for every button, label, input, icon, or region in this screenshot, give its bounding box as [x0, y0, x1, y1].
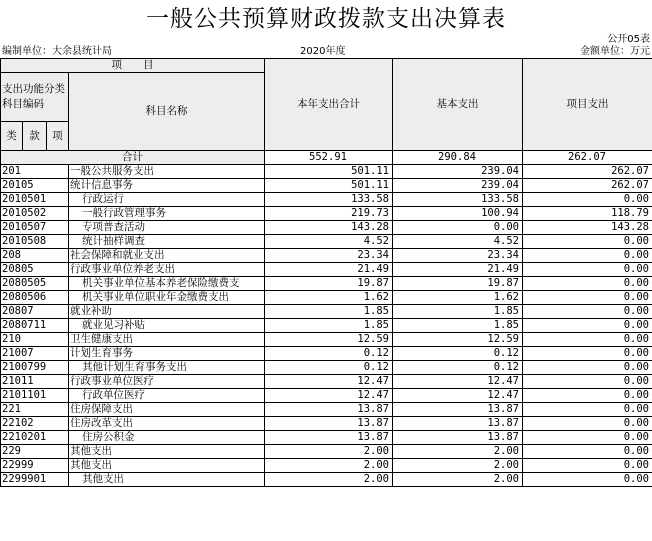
total-cell[interactable]: 12.59 [265, 333, 393, 347]
table-row [1, 319, 652, 333]
name-cell[interactable]: 行政事业单位医疗 [69, 375, 265, 389]
total-label[interactable]: 合计 [1, 151, 265, 165]
name-cell[interactable]: 住房公积金 [69, 431, 265, 445]
name-cell[interactable]: 其他支出 [69, 473, 265, 487]
code-cell[interactable]: 210 [1, 333, 69, 347]
name-cell[interactable]: 计划生育事务 [69, 347, 265, 361]
kuan-header[interactable]: 款 [23, 122, 47, 151]
name-cell[interactable]: 机关事业单位职业年金缴费支出 [69, 291, 265, 305]
basic-cell[interactable]: 12.47 [393, 375, 523, 389]
project-cell[interactable]: 0.00 [523, 473, 652, 487]
name-cell[interactable]: 住房改革支出 [69, 417, 265, 431]
name-cell[interactable]: 行政单位医疗 [69, 389, 265, 403]
code-cell[interactable]: 208 [1, 249, 69, 263]
basic-cell[interactable]: 1.85 [393, 319, 523, 333]
project-cell[interactable]: 0.00 [523, 445, 652, 459]
project-header[interactable]: 项 目 [1, 59, 265, 73]
project-cell[interactable]: 262.07 [523, 179, 652, 193]
basic-cell[interactable]: 239.04 [393, 165, 523, 179]
code-cell[interactable]: 2080711 [1, 319, 69, 333]
table-row [1, 445, 652, 459]
code-cell[interactable]: 21011 [1, 375, 69, 389]
total-cell[interactable]: 501.11 [265, 179, 393, 193]
project-cell[interactable]: 0.00 [523, 417, 652, 431]
name-cell[interactable]: 一般行政管理事务 [69, 207, 265, 221]
table-row [1, 375, 652, 389]
total-cell[interactable]: 13.87 [265, 431, 393, 445]
table-row [1, 403, 652, 417]
basic-cell[interactable]: 0.12 [393, 347, 523, 361]
project-cell[interactable]: 0.00 [523, 235, 652, 249]
total-project[interactable]: 262.07 [523, 151, 652, 165]
code-cell[interactable]: 2101101 [1, 389, 69, 403]
table-row [1, 263, 652, 277]
total-cell[interactable]: 13.87 [265, 417, 393, 431]
total-cell[interactable]: 12.47 [265, 375, 393, 389]
name-cell[interactable]: 就业见习补贴 [69, 319, 265, 333]
project-cell[interactable]: 0.00 [523, 347, 652, 361]
basic-cell[interactable]: 2.00 [393, 459, 523, 473]
total-cell[interactable]: 219.73 [265, 207, 393, 221]
total-cell[interactable]: 0.12 [265, 361, 393, 375]
total-col-header[interactable]: 本年支出合计 [265, 59, 393, 151]
basic-cell[interactable]: 23.34 [393, 249, 523, 263]
table-row [1, 235, 652, 249]
code-cell[interactable]: 2080506 [1, 291, 69, 305]
name-cell[interactable]: 行政运行 [69, 193, 265, 207]
project-cell[interactable]: 143.28 [523, 221, 652, 235]
total-cell[interactable]: 1.85 [265, 305, 393, 319]
header-row-project [1, 59, 652, 73]
table-row [1, 221, 652, 235]
basic-cell[interactable]: 19.87 [393, 277, 523, 291]
table-row [1, 473, 652, 487]
table-row [1, 347, 652, 361]
project-cell[interactable]: 0.00 [523, 333, 652, 347]
table-row [1, 249, 652, 263]
name-cell[interactable]: 其他计划生育事务支出 [69, 361, 265, 375]
project-cell[interactable]: 0.00 [523, 263, 652, 277]
total-basic[interactable]: 290.84 [393, 151, 523, 165]
report-year: 2020年度 [300, 46, 346, 57]
total-cell[interactable]: 2.00 [265, 459, 393, 473]
basic-cell[interactable]: 2.00 [393, 445, 523, 459]
basic-cell[interactable]: 13.87 [393, 431, 523, 445]
project-cell[interactable]: 0.00 [523, 291, 652, 305]
basic-cell[interactable]: 13.87 [393, 403, 523, 417]
code-cell[interactable]: 2080505 [1, 277, 69, 291]
project-cell[interactable]: 0.00 [523, 389, 652, 403]
lei-header[interactable]: 类 [1, 122, 23, 151]
basic-cell[interactable]: 1.62 [393, 291, 523, 305]
budget-table [0, 58, 652, 487]
project-cell[interactable]: 118.79 [523, 207, 652, 221]
table-row [1, 417, 652, 431]
basic-cell[interactable]: 133.58 [393, 193, 523, 207]
project-cell[interactable]: 0.00 [523, 375, 652, 389]
basic-cell[interactable]: 100.94 [393, 207, 523, 221]
code-cell[interactable]: 2210201 [1, 431, 69, 445]
total-row [1, 151, 652, 165]
table-row [1, 361, 652, 375]
project-cell[interactable]: 0.00 [523, 431, 652, 445]
table-row [1, 193, 652, 207]
total-cell[interactable]: 23.34 [265, 249, 393, 263]
code-cell[interactable]: 20807 [1, 305, 69, 319]
xiang-header[interactable]: 项 [47, 122, 69, 151]
name-cell[interactable]: 就业补助 [69, 305, 265, 319]
name-cell[interactable]: 其他支出 [69, 445, 265, 459]
basic-cell[interactable]: 239.04 [393, 179, 523, 193]
basic-cell[interactable]: 21.49 [393, 263, 523, 277]
basic-cell[interactable]: 2.00 [393, 473, 523, 487]
total-cell[interactable]: 4.52 [265, 235, 393, 249]
currency-label: 金额单位：万元 [580, 46, 650, 57]
total-cell[interactable]: 21.49 [265, 263, 393, 277]
report-title: 一般公共预算财政拨款支出决算表 [146, 6, 506, 32]
project-cell[interactable]: 0.00 [523, 277, 652, 291]
name-cell[interactable]: 统计抽样调查 [69, 235, 265, 249]
name-cell[interactable]: 其他支出 [69, 459, 265, 473]
name-cell[interactable]: 行政事业单位养老支出 [69, 263, 265, 277]
table-row [1, 165, 652, 179]
form-code: 公开05表 [607, 34, 650, 45]
name-cell[interactable]: 机关事业单位基本养老保险缴费支 [69, 277, 265, 291]
table-row [1, 305, 652, 319]
code-cell[interactable]: 21007 [1, 347, 69, 361]
code-cell[interactable]: 2299901 [1, 473, 69, 487]
code-cell[interactable]: 2010501 [1, 193, 69, 207]
basic-cell[interactable]: 1.85 [393, 305, 523, 319]
code-cell[interactable]: 2010502 [1, 207, 69, 221]
item-col-header[interactable]: 项目支出 [523, 59, 652, 151]
total-cell[interactable]: 19.87 [265, 277, 393, 291]
table-row [1, 333, 652, 347]
basic-cell[interactable]: 13.87 [393, 417, 523, 431]
project-cell[interactable]: 0.00 [523, 249, 652, 263]
total-cell[interactable]: 143.28 [265, 221, 393, 235]
code-cell[interactable]: 22999 [1, 459, 69, 473]
table-row [1, 179, 652, 193]
table-row [1, 431, 652, 445]
code-cell[interactable]: 201 [1, 165, 69, 179]
total-cell[interactable]: 1.85 [265, 319, 393, 333]
total-cell[interactable]: 0.12 [265, 347, 393, 361]
unit-label: 编制单位：大余县统计局 [2, 46, 112, 57]
basic-cell[interactable]: 4.52 [393, 235, 523, 249]
code-cell[interactable]: 20105 [1, 179, 69, 193]
total-cell[interactable]: 2.00 [265, 445, 393, 459]
project-cell[interactable]: 0.00 [523, 459, 652, 473]
code-cell[interactable]: 2010507 [1, 221, 69, 235]
code-cell[interactable]: 229 [1, 445, 69, 459]
code-cell[interactable]: 2100799 [1, 361, 69, 375]
table-row [1, 459, 652, 473]
name-cell[interactable]: 卫生健康支出 [69, 333, 265, 347]
name-cell[interactable]: 统计信息事务 [69, 179, 265, 193]
total-cell[interactable]: 133.58 [265, 193, 393, 207]
project-cell[interactable]: 0.00 [523, 319, 652, 333]
basic-cell[interactable]: 12.59 [393, 333, 523, 347]
basic-cell[interactable]: 0.00 [393, 221, 523, 235]
name-cell[interactable]: 一般公共服务支出 [69, 165, 265, 179]
table-row [1, 291, 652, 305]
code-col-header[interactable]: 支出功能分类科目编码 [1, 73, 69, 122]
table-row [1, 389, 652, 403]
total-cell[interactable]: 2.00 [265, 473, 393, 487]
basic-col-header[interactable]: 基本支出 [393, 59, 523, 151]
total-cell[interactable]: 12.47 [265, 389, 393, 403]
project-cell[interactable]: 262.07 [523, 165, 652, 179]
basic-cell[interactable]: 0.12 [393, 361, 523, 375]
total-cell[interactable]: 13.87 [265, 403, 393, 417]
project-cell[interactable]: 0.00 [523, 305, 652, 319]
total-sum[interactable]: 552.91 [265, 151, 393, 165]
total-cell[interactable]: 1.62 [265, 291, 393, 305]
name-col-header[interactable]: 科目名称 [69, 73, 265, 151]
code-cell[interactable]: 2010508 [1, 235, 69, 249]
project-cell[interactable]: 0.00 [523, 361, 652, 375]
name-cell[interactable]: 社会保障和就业支出 [69, 249, 265, 263]
total-cell[interactable]: 501.11 [265, 165, 393, 179]
table-row [1, 207, 652, 221]
table-row [1, 277, 652, 291]
code-cell[interactable]: 22102 [1, 417, 69, 431]
project-cell[interactable]: 0.00 [523, 403, 652, 417]
basic-cell[interactable]: 12.47 [393, 389, 523, 403]
name-cell[interactable]: 住房保障支出 [69, 403, 265, 417]
project-cell[interactable]: 0.00 [523, 193, 652, 207]
name-cell[interactable]: 专项普查活动 [69, 221, 265, 235]
code-cell[interactable]: 20805 [1, 263, 69, 277]
code-cell[interactable]: 221 [1, 403, 69, 417]
